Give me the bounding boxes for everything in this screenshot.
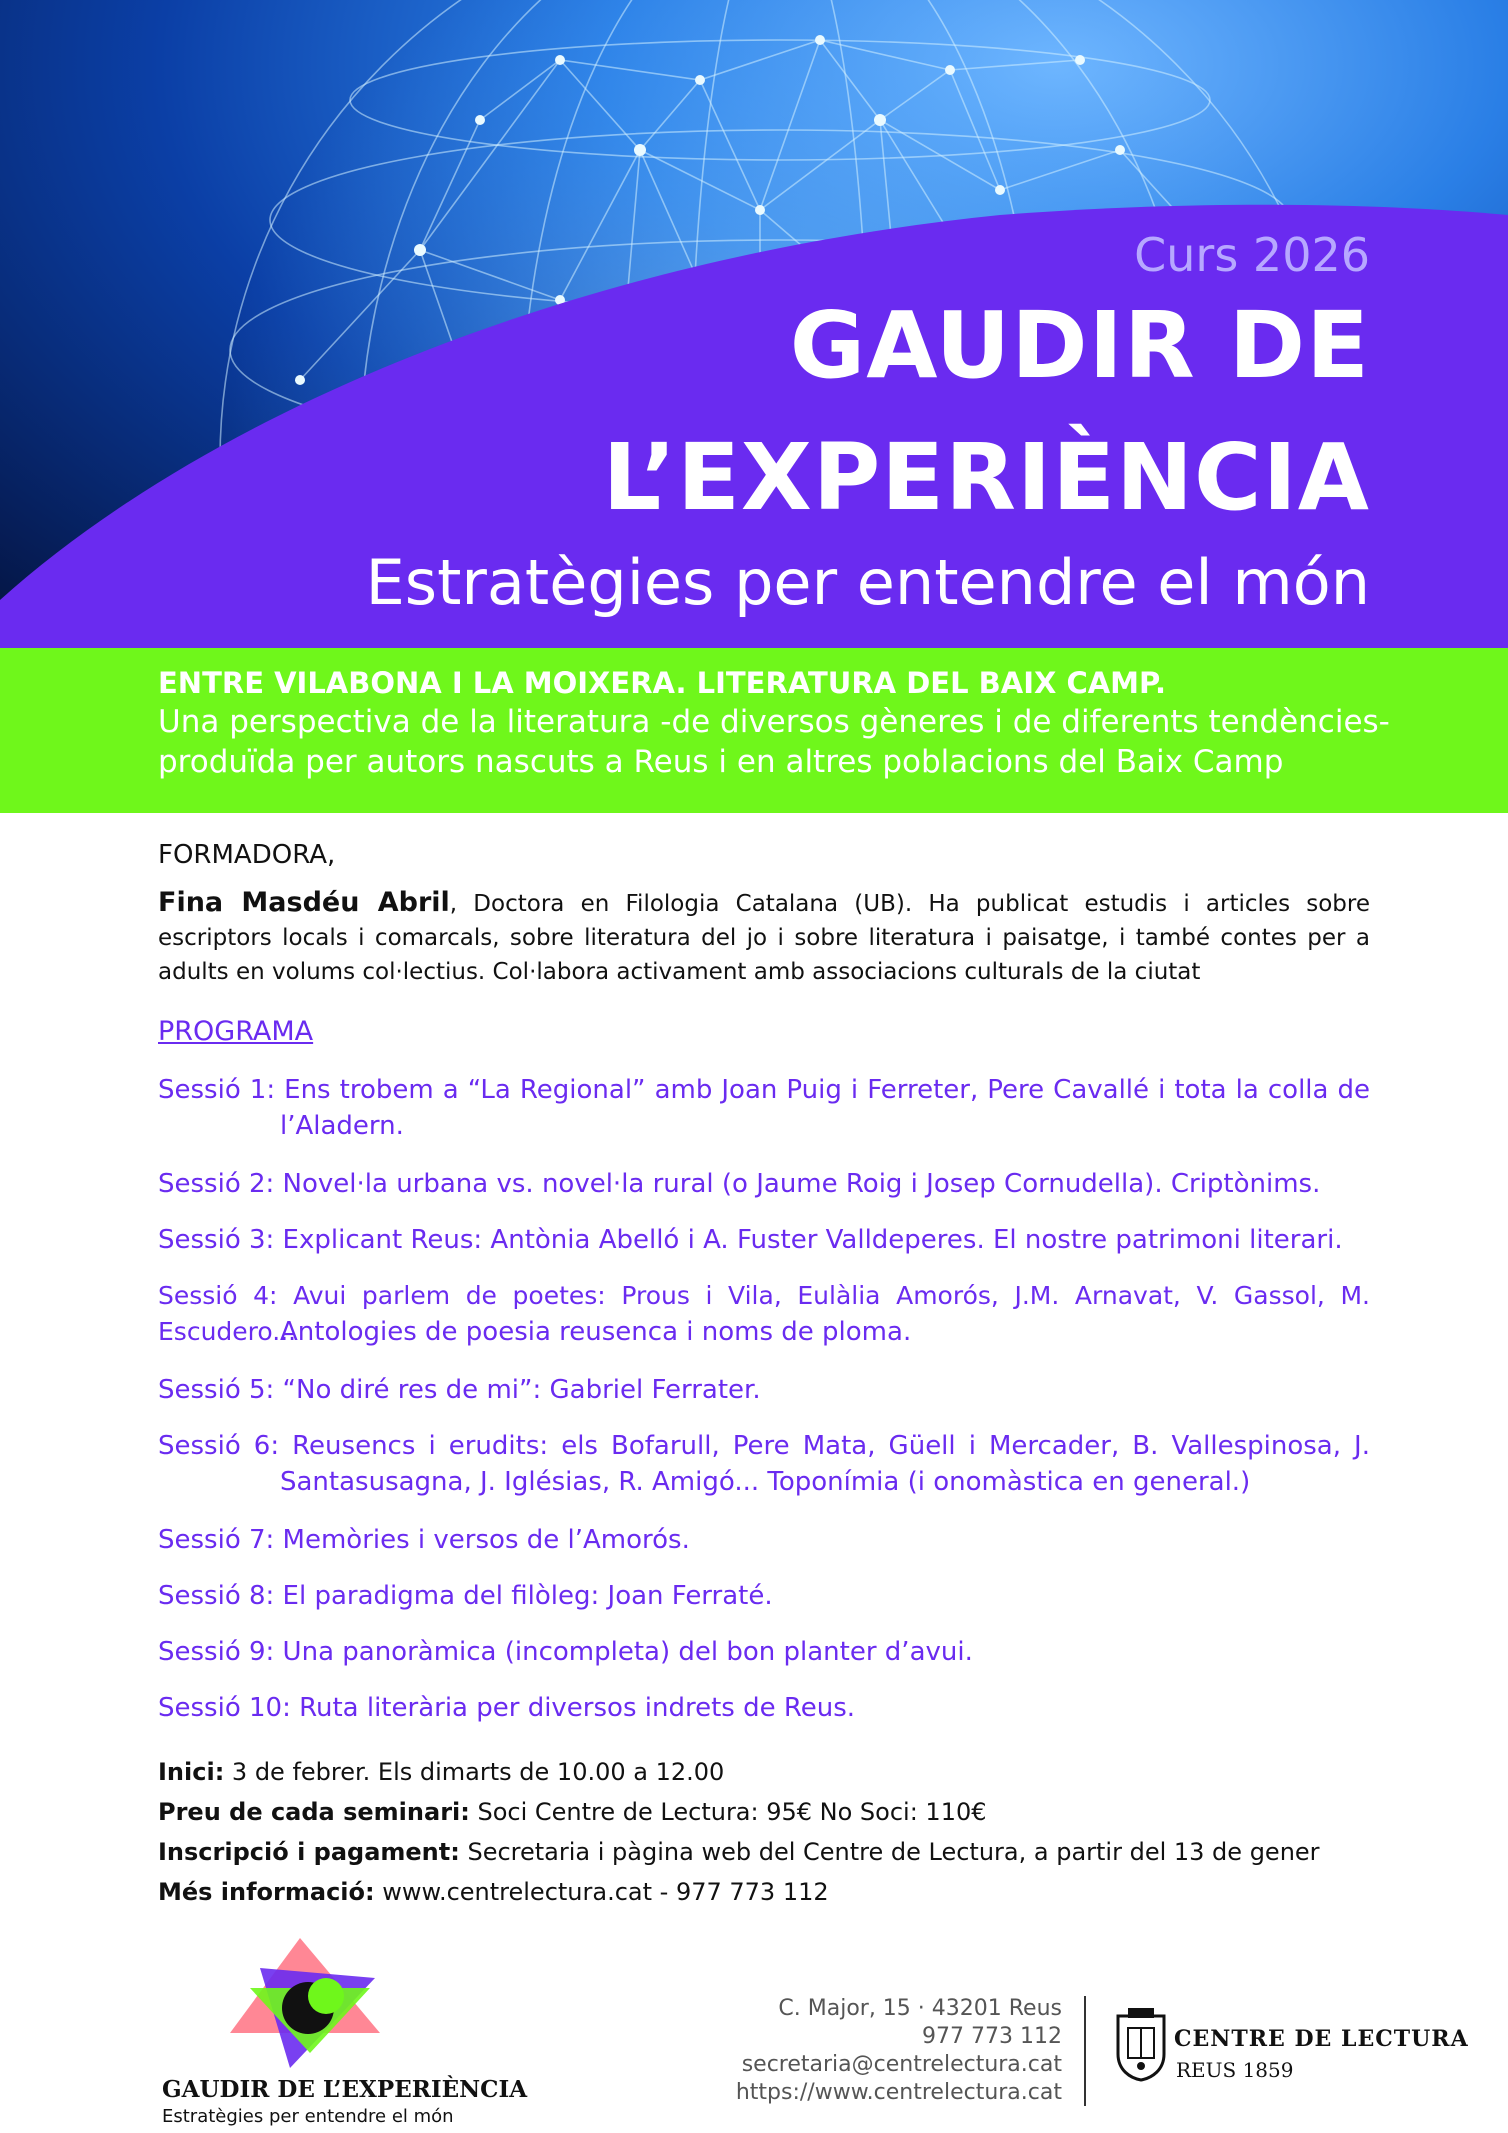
info-price-label: Preu de cada seminari: [158, 1798, 470, 1826]
session-item [158, 1428, 1370, 1464]
info-signup-label: Inscripció i pagament: [158, 1838, 460, 1866]
trainer-name: Fina Masdéu Abril [158, 887, 450, 918]
session-item-continuation [158, 1314, 1370, 1350]
info-more-value: www.centrelectura.cat - 977 773 112 [374, 1878, 829, 1906]
info-price [158, 1798, 987, 1826]
session-item [158, 1222, 1370, 1258]
page-subtitle: Estratègies per entendre el món [365, 546, 1370, 619]
session-text: Antologies de poesia reusenca i noms de ploma. [280, 1317, 912, 1347]
session-item-continuation [158, 1108, 1370, 1144]
footer-logo-subtitle: Estratègies per entendre el món [162, 2106, 454, 2127]
course-heading: ENTRE VILABONA I LA MOIXERA. LITERATURA DEL BAIX CAMP. [158, 666, 1166, 700]
info-start [158, 1758, 724, 1786]
session-item [158, 1578, 1370, 1614]
hero-banner [0, 0, 1508, 648]
session-text: Sessió 7: Memòries i versos de l’Amorós. [158, 1525, 690, 1555]
info-signup [158, 1838, 1320, 1866]
trainer-description: , Doctora en Filologia Catalana (UB). Ha publicat estudis i articles sobre escriptors locals i comarcals, sobre literatura del jo i sobre literatura i paisatge, i també contes per a adults en volums col·lectius. Col·labora activament amb associacions culturals de la ciutat [158, 891, 1371, 985]
session-item [158, 1166, 1370, 1202]
footer-phone: 977 773 112 [922, 2024, 1062, 2049]
info-start-label: Inici: [158, 1758, 225, 1786]
session-item [158, 1372, 1370, 1408]
trainer-label: FORMADORA, [158, 840, 336, 870]
programa-heading: PROGRAMA [158, 1016, 314, 1047]
info-more-label: Més informació: [158, 1878, 375, 1906]
footer-divider [1084, 1996, 1086, 2106]
session-text: Sessió 5: “No diré res de mi”: Gabriel Ferrater. [158, 1375, 761, 1405]
session-text: l’Aladern. [280, 1111, 404, 1141]
session-item [158, 1072, 1370, 1108]
session-text: Sessió 6: Reusencs i erudits: els Bofarull, Pere Mata, Güell i Mercader, B. Vallespinosa, J. [158, 1431, 1370, 1461]
footer-org-city: REUS 1859 [1176, 2058, 1294, 2082]
page-title-line1: GAUDIR DE [789, 292, 1370, 399]
session-text: Santasusagna, J. Iglésias, R. Amigó... Toponímia (i onomàstica en general.) [280, 1467, 1251, 1497]
course-description-line2: produïda per autors nascuts a Reus i en altres poblacions del Baix Camp [158, 744, 1284, 780]
info-signup-value: Secretaria i pàgina web del Centre de Lectura, a partir del 13 de gener [459, 1838, 1320, 1866]
footer-address: C. Major, 15 · 43201 Reus [778, 1996, 1062, 2021]
session-text: Sessió 8: El paradigma del filòleg: Joan Ferraté. [158, 1581, 773, 1611]
footer-logo-title: GAUDIR DE L’EXPERIÈNCIA [162, 2076, 528, 2103]
trainer-bio [158, 886, 1370, 989]
course-description-line1: Una perspectiva de la literatura -de diversos gèneres i de diferents tendències- [158, 704, 1390, 740]
session-text: Sessió 3: Explicant Reus: Antònia Abelló i A. Fuster Valldeperes. El nostre patrimoni literari. [158, 1225, 1343, 1255]
session-text: Sessió 10: Ruta literària per diversos indrets de Reus. [158, 1693, 856, 1723]
session-item [158, 1634, 1370, 1670]
gaudir-logo-icon [230, 1938, 380, 2068]
session-text: Sessió 2: Novel·la urbana vs. novel·la rural (o Jaume Roig i Josep Cornudella). Criptònims. [158, 1169, 1321, 1199]
course-banner [0, 648, 1508, 813]
session-text: Sessió 9: Una panoràmica (incompleta) del bon planter d’avui. [158, 1637, 973, 1667]
info-start-value: 3 de febrer. Els dimarts de 10.00 a 12.00 [224, 1758, 725, 1786]
footer-web-link[interactable]: https://www.centrelectura.cat [735, 2080, 1062, 2105]
centre-lectura-crest-icon [1114, 2006, 1168, 2082]
footer-org-name: CENTRE DE LECTURA [1174, 2026, 1469, 2052]
session-item-continuation [158, 1464, 1370, 1500]
footer-email[interactable]: secretaria@centrelectura.cat [741, 2052, 1062, 2077]
info-price-value: Soci Centre de Lectura: 95€ No Soci: 110€ [469, 1798, 987, 1826]
session-text: Sessió 1: Ens trobem a “La Regional” amb Joan Puig i Ferreter, Pere Cavallé i tota la colla de [158, 1075, 1370, 1105]
course-year: Curs 2026 [1134, 228, 1370, 282]
info-more [158, 1878, 829, 1906]
session-item [158, 1690, 1370, 1726]
session-item [158, 1522, 1370, 1558]
session-text: Sessió 4: Avui parlem de poetes: Prous i Vila, Eulàlia Amorós, J.M. Arnavat, V. Gassol, M. Escudero... [158, 1281, 1370, 1346]
page-title-line2: L’EXPERIÈNCIA [602, 424, 1370, 531]
